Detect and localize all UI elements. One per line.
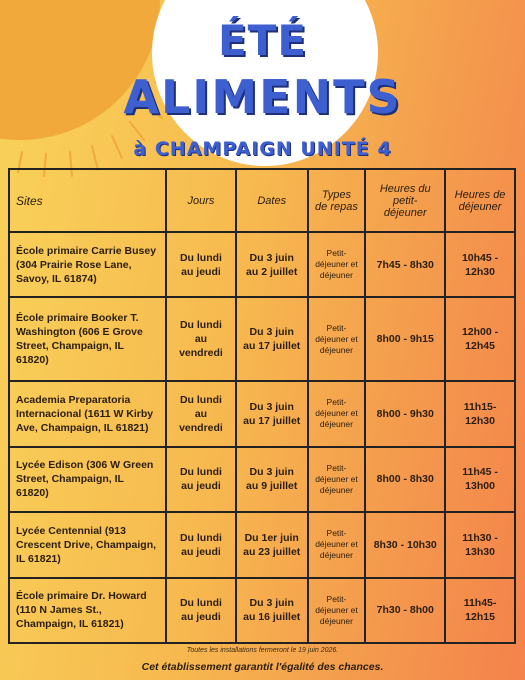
header-days: Jours	[166, 169, 236, 232]
breakfast-hours-cell: 8h00 - 9h15	[365, 297, 445, 381]
breakfast-hours-cell: 8h00 - 8h30	[365, 447, 445, 512]
table-row	[9, 381, 515, 446]
header-breakfast-hours: Heures du petit-déjeuner	[365, 169, 445, 232]
equal-opportunity-statement: Cet établissement garantit l'égalité des chances.	[141, 661, 384, 673]
closing-date-note: Toutes les installations fermeront le 19 juin 2026.	[186, 647, 339, 654]
table-row	[9, 578, 515, 643]
table-row	[9, 297, 515, 381]
breakfast-hours-cell: 8h00 - 9h30	[365, 381, 445, 446]
lunch-hours-cell: 10h45 - 12h30	[445, 232, 515, 297]
site-cell: École primaire Booker T. Washington (606 E Grove Street, Champaign, IL 61820)	[9, 297, 166, 381]
table-row	[9, 447, 515, 512]
lunch-hours-cell: 11h30 - 13h30	[445, 512, 515, 577]
meal-types-cell: Petit-déjeuner et déjeuner	[308, 381, 366, 446]
meal-types-cell: Petit-déjeuner et déjeuner	[308, 447, 366, 512]
breakfast-hours-cell: 8h30 - 10h30	[365, 512, 445, 577]
table-header-row	[9, 169, 515, 232]
dates-cell: Du 1er juin au 23 juillet	[236, 512, 308, 577]
dates-cell: Du 3 juin au 17 juillet	[236, 297, 308, 381]
days-cell: Du lundi au jeudi	[166, 447, 236, 512]
lunch-hours-cell: 11h45- 12h15	[445, 578, 515, 643]
subtitle: à CHAMPAIGN UNITÉ 4	[133, 138, 392, 160]
dates-cell: Du 3 juin au 2 juillet	[236, 232, 308, 297]
meal-types-cell: Petit-déjeuner et déjeuner	[308, 512, 366, 577]
header-meal-types: Types de repas	[308, 169, 366, 232]
table-row	[9, 512, 515, 577]
days-cell: Du lundi au jeudi	[166, 578, 236, 643]
days-cell: Du lundi au vendredi	[166, 381, 236, 446]
meal-types-cell: Petit-déjeuner et déjeuner	[308, 578, 366, 643]
site-cell: École primaire Carrie Busey (304 Prairie Rose Lane, Savoy, IL 61874)	[9, 232, 166, 297]
breakfast-hours-cell: 7h30 - 8h00	[365, 578, 445, 643]
lunch-hours-cell: 11h15- 12h30	[445, 381, 515, 446]
title-line-1: ÉTÉ	[217, 16, 308, 65]
site-cell: École primaire Dr. Howard (110 N James St., Champaign, IL 61821)	[9, 578, 166, 643]
days-cell: Du lundi au jeudi	[166, 232, 236, 297]
dates-cell: Du 3 juin au 16 juillet	[236, 578, 308, 643]
meal-types-cell: Petit-déjeuner et déjeuner	[308, 232, 366, 297]
title-line-2: ALIMENTS	[123, 70, 402, 124]
breakfast-hours-cell: 7h45 - 8h30	[365, 232, 445, 297]
meal-types-cell: Petit-déjeuner et déjeuner	[308, 297, 366, 381]
dates-cell: Du 3 juin au 9 juillet	[236, 447, 308, 512]
lunch-hours-cell: 11h45 - 13h00	[445, 447, 515, 512]
site-cell: Lycée Edison (306 W Green Street, Champaign, IL 61820)	[9, 447, 166, 512]
schedule-table	[8, 168, 516, 644]
days-cell: Du lundi au vendredi	[166, 297, 236, 381]
header-dates: Dates	[236, 169, 308, 232]
site-cell: Lycée Centennial (913 Crescent Drive, Champaign, IL 61821)	[9, 512, 166, 577]
table-row	[9, 232, 515, 297]
site-cell: Academia Preparatoria Internacional (1611 W Kirby Ave, Champaign, IL 61821)	[9, 381, 166, 446]
header-lunch-hours: Heures de déjeuner	[445, 169, 515, 232]
dates-cell: Du 3 juin au 17 juillet	[236, 381, 308, 446]
days-cell: Du lundi au jeudi	[166, 512, 236, 577]
lunch-hours-cell: 12h00 - 12h45	[445, 297, 515, 381]
header-sites: Sites	[9, 169, 166, 232]
